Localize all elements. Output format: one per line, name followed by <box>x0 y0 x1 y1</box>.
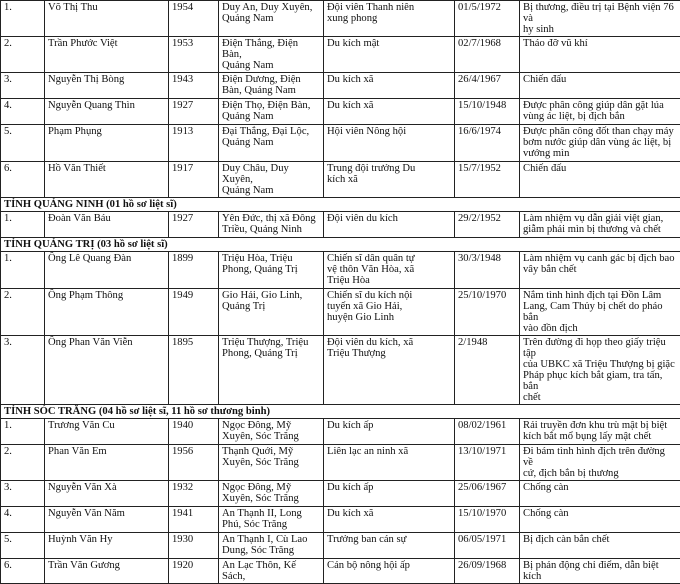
cell-name: Nguyễn Văn Xà <box>45 481 169 507</box>
cell-name: Trương Văn Cu <box>45 419 169 445</box>
table-row <box>1 533 680 559</box>
cell-hometown: Duy Châu, Duy Xuyên, Quảng Nam <box>219 162 324 198</box>
cell-position: Cán bộ nông hội ấp <box>324 559 455 584</box>
section-header-row <box>1 198 680 212</box>
cell-birth-year: 1954 <box>169 1 219 37</box>
cell-hometown: Điện Thọ, Điện Bàn, Quảng Nam <box>219 99 324 125</box>
cell-number: 1. <box>1 212 45 238</box>
cell-date: 13/10/1971 <box>455 445 520 481</box>
cell-hometown: Điện Dương, Điện Bàn, Quảng Nam <box>219 73 324 99</box>
cell-name: Trần Văn Gương <box>45 559 169 584</box>
cell-circumstance: Làm nhiệm vụ dẫn giải việt gian, giẫm phải mìn bị thương và chết <box>520 212 680 238</box>
table-row <box>1 419 680 445</box>
cell-date: 26/4/1967 <box>455 73 520 99</box>
cell-number: 5. <box>1 533 45 559</box>
cell-circumstance: Tháo đỡ vũ khí <box>520 37 680 73</box>
cell-hometown: Yên Đức, thị xã Đông Triều, Quảng Ninh <box>219 212 324 238</box>
cell-number: 2. <box>1 37 45 73</box>
cell-position: Du kích ấp <box>324 419 455 445</box>
cell-circumstance: Nắm tình hình địch tại Đồn Lâm Lang, Cam Thủy bị chết do pháo bắn vào đồn địch <box>520 289 680 336</box>
cell-date: 25/10/1970 <box>455 289 520 336</box>
cell-position: Du kích xã <box>324 73 455 99</box>
cell-number: 3. <box>1 481 45 507</box>
cell-circumstance: Chống càn <box>520 507 680 533</box>
cell-number: 6. <box>1 559 45 584</box>
cell-name: Nguyễn Văn Năm <box>45 507 169 533</box>
cell-circumstance: Được phân công đốt than chạy máy bơm nước giúp dân vùng ác liệt, bị vướng mìn <box>520 125 680 162</box>
cell-date: 30/3/1948 <box>455 252 520 289</box>
cell-hometown: Thạnh Quới, Mỹ Xuyên, Sóc Trăng <box>219 445 324 481</box>
cell-hometown: An Thạnh II, Long Phú, Sóc Trăng <box>219 507 324 533</box>
table-row <box>1 289 680 336</box>
section-header-row <box>1 238 680 252</box>
cell-date: 15/7/1952 <box>455 162 520 198</box>
cell-position: Trung đội trưởng Du kích xã <box>324 162 455 198</box>
cell-name: Ông Phạm Thông <box>45 289 169 336</box>
cell-birth-year: 1953 <box>169 37 219 73</box>
cell-hometown: Gio Hải, Gio Linh, Quảng Trị <box>219 289 324 336</box>
cell-number: 2. <box>1 445 45 481</box>
table-row <box>1 445 680 481</box>
table-row <box>1 481 680 507</box>
cell-circumstance: Chiến đấu <box>520 162 680 198</box>
cell-birth-year: 1913 <box>169 125 219 162</box>
cell-birth-year: 1917 <box>169 162 219 198</box>
cell-date: 06/05/1971 <box>455 533 520 559</box>
cell-name: Võ Thị Thu <box>45 1 169 37</box>
cell-circumstance: Bị địch càn bắn chết <box>520 533 680 559</box>
cell-date: 2/1948 <box>455 336 520 405</box>
cell-circumstance: Trên đường đi họp theo giấy triệu tập của UBKC xã Triệu Thượng bị giặc Pháp phục kích bắt giam, tra tấn, bắn chết <box>520 336 680 405</box>
cell-birth-year: 1943 <box>169 73 219 99</box>
cell-name: Nguyễn Quang Thìn <box>45 99 169 125</box>
cell-number: 4. <box>1 99 45 125</box>
cell-hometown: An Thạnh I, Cù Lao Dung, Sóc Trăng <box>219 533 324 559</box>
cell-name: Phạm Phụng <box>45 125 169 162</box>
cell-circumstance: Chiến đấu <box>520 73 680 99</box>
cell-date: 08/02/1961 <box>455 419 520 445</box>
cell-hometown: An Lạc Thôn, Kế Sách, <box>219 559 324 584</box>
cell-birth-year: 1940 <box>169 419 219 445</box>
cell-hometown: Duy An, Duy Xuyên, Quảng Nam <box>219 1 324 37</box>
cell-circumstance: Được phân công giúp dân gặt lúa vùng ác liệt, bị địch bắn <box>520 99 680 125</box>
cell-position: Du kích ấp <box>324 481 455 507</box>
cell-position: Du kích mật <box>324 37 455 73</box>
cell-birth-year: 1899 <box>169 252 219 289</box>
cell-birth-year: 1949 <box>169 289 219 336</box>
table-row <box>1 559 680 584</box>
cell-hometown: Triệu Hòa, Triệu Phong, Quảng Trị <box>219 252 324 289</box>
cell-name: Huỳnh Văn Hy <box>45 533 169 559</box>
section-title: TỈNH QUẢNG NINH (01 hồ sơ liệt sĩ) <box>1 198 680 212</box>
cell-position: Chiến sĩ du kích nội tuyến xã Gio Hải, huyện Gio Linh <box>324 289 455 336</box>
cell-number: 3. <box>1 336 45 405</box>
cell-circumstance: Chống càn <box>520 481 680 507</box>
cell-birth-year: 1927 <box>169 212 219 238</box>
cell-position: Liên lạc an ninh xã <box>324 445 455 481</box>
cell-circumstance: Bị phản động chỉ điểm, dẫn biệt kích <box>520 559 680 584</box>
cell-hometown: Ngọc Đông, Mỹ Xuyên, Sóc Trăng <box>219 419 324 445</box>
cell-position: Đội viên Thanh niên xung phong <box>324 1 455 37</box>
cell-date: 01/5/1972 <box>455 1 520 37</box>
cell-number: 3. <box>1 73 45 99</box>
table-row <box>1 336 680 405</box>
cell-name: Trần Phước Việt <box>45 37 169 73</box>
cell-circumstance: Rải truyền đơn khu trù mật bị biệt kích bắt mổ bụng lấy mật chết <box>520 419 680 445</box>
table-row <box>1 212 680 238</box>
cell-birth-year: 1932 <box>169 481 219 507</box>
cell-number: 5. <box>1 125 45 162</box>
cell-birth-year: 1930 <box>169 533 219 559</box>
records-table-body <box>1 1 680 584</box>
table-row <box>1 162 680 198</box>
cell-date: 25/06/1967 <box>455 481 520 507</box>
table-row <box>1 37 680 73</box>
table-row <box>1 1 680 37</box>
cell-birth-year: 1920 <box>169 559 219 584</box>
cell-position: Hội viên Nông hội <box>324 125 455 162</box>
cell-name: Ông Lê Quang Đàn <box>45 252 169 289</box>
cell-position: Đội viên du kích, xã Triệu Thượng <box>324 336 455 405</box>
cell-number: 1. <box>1 419 45 445</box>
cell-number: 4. <box>1 507 45 533</box>
cell-position: Chiến sĩ dân quân tự vệ thôn Văn Hòa, xã Triệu Hòa <box>324 252 455 289</box>
cell-position: Đội viên du kích <box>324 212 455 238</box>
cell-date: 26/09/1968 <box>455 559 520 584</box>
cell-birth-year: 1895 <box>169 336 219 405</box>
table-row <box>1 73 680 99</box>
cell-number: 1. <box>1 252 45 289</box>
cell-circumstance: Đi bám tình hình địch trên đường về cứ, địch bắn bị thương <box>520 445 680 481</box>
cell-position: Trưởng ban cán sự <box>324 533 455 559</box>
table-row <box>1 125 680 162</box>
cell-position: Du kích xã <box>324 99 455 125</box>
cell-hometown: Ngọc Đông, Mỹ Xuyên, Sóc Trăng <box>219 481 324 507</box>
cell-birth-year: 1941 <box>169 507 219 533</box>
cell-date: 15/10/1970 <box>455 507 520 533</box>
cell-name: Phan Văn Em <box>45 445 169 481</box>
section-title: TỈNH SÓC TRĂNG (04 hồ sơ liệt sĩ, 11 hồ sơ thương binh) <box>1 405 680 419</box>
cell-circumstance: Làm nhiệm vụ canh gác bị địch bao vây bắn chết <box>520 252 680 289</box>
cell-name: Nguyễn Thị Bòng <box>45 73 169 99</box>
section-header-row <box>1 405 680 419</box>
cell-number: 1. <box>1 1 45 37</box>
cell-birth-year: 1956 <box>169 445 219 481</box>
cell-name: Ông Phan Văn Viễn <box>45 336 169 405</box>
table-row <box>1 507 680 533</box>
cell-date: 29/2/1952 <box>455 212 520 238</box>
cell-number: 2. <box>1 289 45 336</box>
cell-hometown: Đại Thắng, Đại Lộc, Quảng Nam <box>219 125 324 162</box>
cell-birth-year: 1927 <box>169 99 219 125</box>
cell-circumstance: Bị thương, điều trị tại Bệnh viện 76 và hy sinh <box>520 1 680 37</box>
cell-hometown: Điện Thắng, Điện Bàn, Quảng Nam <box>219 37 324 73</box>
cell-hometown: Triệu Thượng, Triệu Phong, Quảng Trị <box>219 336 324 405</box>
cell-date: 02/7/1968 <box>455 37 520 73</box>
table-row <box>1 99 680 125</box>
cell-name: Đoàn Văn Báu <box>45 212 169 238</box>
cell-date: 16/6/1974 <box>455 125 520 162</box>
cell-date: 15/10/1948 <box>455 99 520 125</box>
cell-number: 6. <box>1 162 45 198</box>
table-row <box>1 252 680 289</box>
cell-position: Du kích xã <box>324 507 455 533</box>
section-title: TỈNH QUẢNG TRỊ (03 hồ sơ liệt sĩ) <box>1 238 680 252</box>
cell-name: Hồ Văn Thiết <box>45 162 169 198</box>
